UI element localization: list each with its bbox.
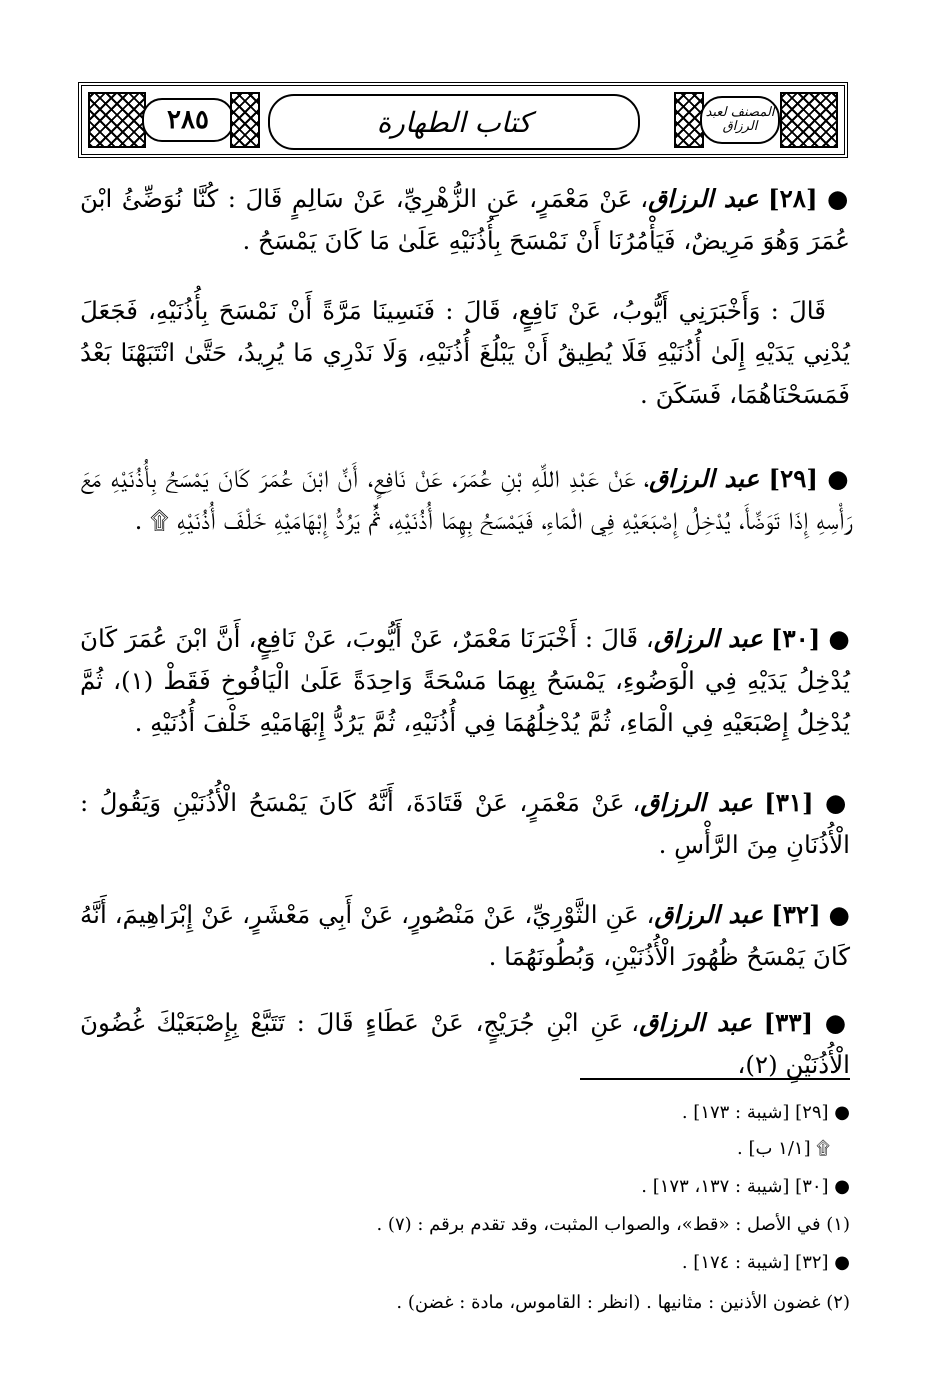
hadith-number: [٣٢] <box>771 900 821 929</box>
hadith-text: قَالَ : وَأَخْبَرَنِي أَيُّوبُ، عَنْ نَافِعٍ، قَالَ : فَنَسِينَا مَرَّةً أَنْ نَمْسَحَ بِأُذُنَيْهِ، فَجَعَلَ يُدْنِي يَدَيْهِ إِلَىٰ أُذُنَيْهِ فَلَا يُطِيقُ أَنْ يَبْلُغَ أُذُنَيْهِ، وَلَا نَدْرِي مَا يُرِيدُ، حَتَّىٰ انْتَبَهْنَا بَعْدُ فَمَسَحْنَاهُمَا، فَسَكَنَ . <box>80 296 850 409</box>
narrator-name: عبد الرزاق <box>654 900 764 929</box>
hadith-text: ، قَالَ : أَخْبَرَنَا مَعْمَرٌ، عَنْ أَيُّوبَ، عَنْ نَافِعٍ، أَنَّ ابْنَ عُمَرَ كَانَ يُدْخِلُ يَدَيْهِ فِي الْوَضُوءِ، يَمْسَحُ بِهِمَا مَسْحَةً وَاحِدَةً عَلَىٰ الْيَافُوخِ فَقَطْ (١)، ثُمَّ يُدْخِلُ إِصْبَعَيْهِ فِي الْمَاءِ، ثُمَّ يُدْخِلُهُمَا فِي أُذُنَيْهِ، ثُمَّ يَرُدُّ إِبْهَامَيْهِ خَلْفَ أُذُنَيْهِ . <box>80 624 850 737</box>
hadith-text: ، عَنِ الثَّوْرِيِّ، عَنْ مَنْصُورٍ، عَنْ أَبِي مَعْشَرٍ، عَنْ إِبْرَاهِيمَ، أَنَّهُ كَانَ يَمْسَحُ ظُهُورَ الْأُذُنَيْنِ، وَبُطُونَهُمَا . <box>80 900 850 971</box>
narrator-name: عبد الرزاق <box>648 184 759 213</box>
bullet-icon: ● <box>827 464 850 493</box>
footnote-1: ● [٢٩] [شيبة : ١٧٣] . <box>681 1102 850 1123</box>
bullet-icon: ● <box>826 184 851 213</box>
hadith-32 <box>80 894 850 978</box>
hadith-31 <box>80 782 850 866</box>
narrator-name: عبد الرزاق <box>649 464 760 493</box>
hadith-number: [٢٨] <box>768 184 818 213</box>
bullet-icon: ● <box>828 624 850 653</box>
ornament-left <box>88 92 146 148</box>
hadith-33 <box>80 1002 850 1086</box>
ornament-right <box>780 92 838 148</box>
bullet-icon: ● <box>824 1008 850 1037</box>
page-number: ٢٨٥ <box>142 98 234 142</box>
hadith-number: [٣٠] <box>770 624 821 653</box>
footnote-separator <box>580 1078 850 1080</box>
bullet-icon: ● <box>828 900 850 929</box>
bullet-icon: ● <box>825 788 850 817</box>
hadith-number: [٢٩] <box>768 464 819 493</box>
chapter-title: كتاب الطهارة <box>268 94 640 150</box>
hadith-29 <box>80 458 850 542</box>
hadith-number: [٣٣] <box>763 1008 814 1037</box>
hadith-text: ، عَنْ عَبْدِ اللَّهِ بْنِ عُمَرَ، عَنْ نَافِعٍ، أَنَّ ابْنَ عُمَرَ كَانَ يَمْسَحُ بِأُذُنَيْهِ مَعَ رَأْسِهِ إِذَا تَوَضَّأَ، يُدْخِلُ إِصْبَعَيْهِ فِي الْمَاءِ، فَيَمْسَحُ بِهِمَا أُذُنَيْهِ، ثُمَّ يَرُدُّ إِبْهَامَيْهِ خَلْفَ أُذُنَيْهِ ۩ . <box>80 464 850 535</box>
footnote-4: (١) في الأصل : «قط»، والصواب المثبت، وقد تقدم برقم : (٧) . <box>376 1214 850 1235</box>
hadith-text: ، عَنْ مَعْمَرٍ، عَنْ قَتَادَةَ، أَنَّهُ كَانَ يَمْسَحُ الْأُذُنَيْنِ وَيَقُولُ : الْأُذُنَانِ مِنَ الرَّأْسِ . <box>80 788 850 859</box>
hadith-text: ، عَنِ ابْنِ جُرَيْجٍ، عَنْ عَطَاءٍ قَالَ : تَتَبَّعْ بِإِصْبَعَيْكَ غُضُونَ الْأُذُنَيْنِ (٢)، <box>80 1008 850 1079</box>
footnote-5: ● [٣٢] [شيبة : ١٧٤] . <box>681 1252 850 1273</box>
footnote-6: (٢) غضون الأذنين : مثانيها . (انظر : القاموس، مادة : غضن) . <box>396 1292 850 1313</box>
hadith-text: ، عَنْ مَعْمَرٍ، عَنِ الزُّهْرِيِّ، عَنْ سَالِمٍ قَالَ : كُنَّا نُوَضِّئُ ابْنَ عُمَرَ وَهُوَ مَرِيضٌ، فَيَأْمُرُنَا أَنْ نَمْسَحَ بِأُذُنَيْهِ عَلَىٰ مَا كَانَ يَمْسَحُ . <box>80 184 850 255</box>
page-header <box>78 82 848 158</box>
footnote-2: ۩ [١/١ ب] . <box>737 1138 830 1159</box>
ornament-left-inner <box>230 92 260 148</box>
book-logo: المصنف لعبد الرزاق <box>700 96 780 144</box>
narrator-name: عبد الرزاق <box>640 788 753 817</box>
narrator-name: عبد الرزاق <box>653 624 763 653</box>
hadith-28 <box>80 178 850 262</box>
hadith-28-continued <box>80 290 850 416</box>
footnote-3: ● [٣٠] [شيبة : ١٣٧، ١٧٣] . <box>641 1176 850 1197</box>
hadith-number: [٣١] <box>764 788 814 817</box>
hadith-30 <box>80 618 850 744</box>
narrator-name: عبد الرزاق <box>639 1008 752 1037</box>
